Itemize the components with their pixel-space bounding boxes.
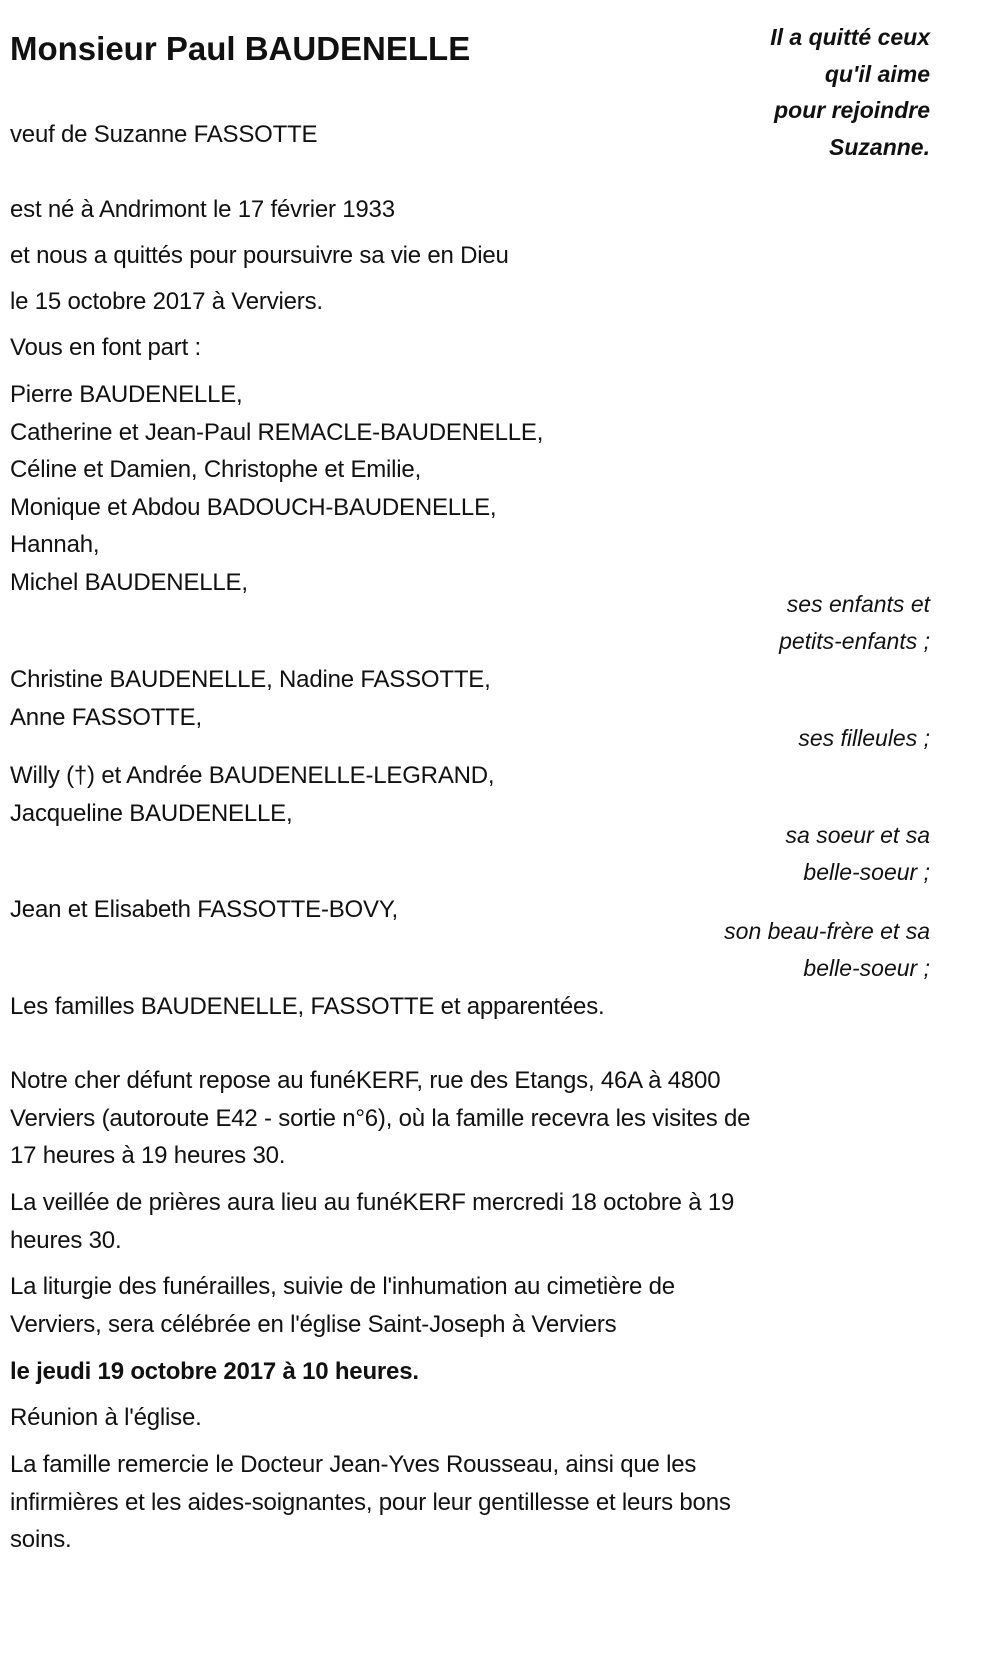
death-line-2: le 15 octobre 2017 à Verviers. bbox=[10, 288, 323, 315]
meeting-line: Réunion à l'église. bbox=[10, 1404, 202, 1431]
thanks-paragraph: La famille remercie le Docteur Jean-Yves Rousseau, ainsi que les infirmières et les aides-soignantes, pour leur gentillesse et leurs bons soins. bbox=[10, 1451, 731, 1553]
birth-line: est né à Andrimont le 17 février 1933 bbox=[10, 196, 395, 223]
epitaph-quote: Il a quitté ceux qu'il aime pour rejoindre Suzanne. bbox=[770, 24, 930, 160]
widow-line: veuf de Suzanne FASSOTTE bbox=[10, 121, 318, 148]
vigil-paragraph: La veillée de prières aura lieu au funéKERF mercredi 18 octobre à 19 heures 30. bbox=[10, 1189, 735, 1254]
children-role: ses enfants et petits-enfants ; bbox=[779, 591, 930, 654]
announce-line: Vous en font part : bbox=[10, 334, 202, 361]
funeral-date: le jeudi 19 octobre 2017 à 10 heures. bbox=[10, 1358, 419, 1385]
inlaws-role: son beau-frère et sa belle-soeur ; bbox=[724, 918, 930, 981]
goddaughters-role: ses filleules ; bbox=[798, 725, 930, 751]
goddaughters-list: Christine BAUDENELLE, Nadine FASSOTTE, Anne FASSOTTE, bbox=[10, 666, 491, 731]
families-line: Les familles BAUDENELLE, FASSOTTE et apparentées. bbox=[10, 993, 605, 1020]
liturgy-paragraph: La liturgie des funérailles, suivie de l'inhumation au cimetière de Verviers, sera célébrée en l'église Saint-Joseph à Verviers bbox=[10, 1273, 675, 1338]
children-list: Pierre BAUDENELLE, Catherine et Jean-Paul REMACLE-BAUDENELLE, Céline et Damien, Christophe et Emilie, Monique et Abdou BADOUCH-BAUDENELLE, Hannah, Michel BAUDENELLE, bbox=[10, 381, 544, 596]
repose-paragraph: Notre cher défunt repose au funéKERF, rue des Etangs, 46A à 4800 Verviers (autoroute E42 - sortie n°6), où la famille recevra les visites de 17 heures à 19 heures 30. bbox=[10, 1067, 751, 1169]
siblings-list: Willy (†) et Andrée BAUDENELLE-LEGRAND, Jacqueline BAUDENELLE, bbox=[10, 762, 495, 827]
deceased-name: Monsieur Paul BAUDENELLE bbox=[10, 30, 471, 67]
inlaws-list: Jean et Elisabeth FASSOTTE-BOVY, bbox=[10, 896, 399, 923]
death-line-1: et nous a quittés pour poursuivre sa vie en Dieu bbox=[10, 242, 509, 269]
siblings-role: sa soeur et sa belle-soeur ; bbox=[785, 822, 930, 885]
